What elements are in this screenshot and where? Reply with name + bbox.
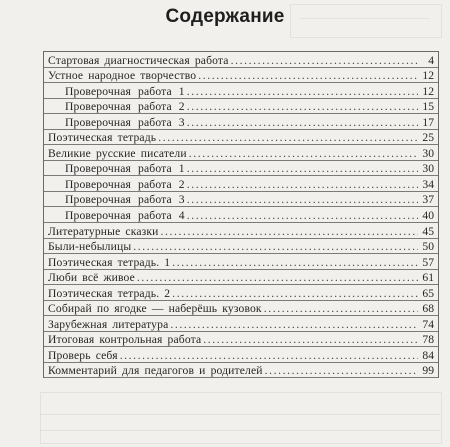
toc-entry [44, 363, 438, 379]
dot-leader [133, 240, 418, 253]
toc-page-number: 4 [428, 53, 434, 67]
toc-entry-title: Литературные сказки [48, 224, 159, 238]
dot-leader [187, 193, 418, 206]
dot-leader [137, 271, 418, 284]
dot-leader [187, 209, 418, 222]
toc-entry-title: Проверочная работа 2 [65, 177, 185, 191]
toc-entry-title: Проверь себя [48, 348, 118, 362]
toc-subentry [44, 192, 438, 208]
dot-leader [187, 85, 418, 98]
toc-page-number: 74 [422, 317, 434, 331]
toc-subentry [44, 207, 438, 223]
toc-entry-title: Собирай по ягодке — наберёшь кузовок [48, 302, 262, 316]
toc-page-number: 12 [422, 69, 434, 83]
toc-entry-title: Стартовая диагностическая работа [48, 53, 229, 67]
toc-page-number: 78 [422, 333, 434, 347]
toc-subentry [44, 114, 438, 130]
toc-page-number: 15 [422, 100, 434, 114]
toc-page-number: 30 [422, 162, 434, 176]
toc-subentry [44, 99, 438, 115]
dot-leader [172, 287, 418, 300]
dot-leader [265, 364, 418, 377]
toc-page-number: 68 [422, 302, 434, 316]
dot-leader [187, 178, 418, 191]
toc-page-number: 84 [422, 348, 434, 362]
toc-page-number: 34 [422, 177, 434, 191]
dot-leader [231, 54, 418, 67]
toc-entry-title: Поэтическая тетрадь. 2 [48, 286, 171, 300]
toc-entry [44, 347, 438, 363]
toc-page-number: 65 [422, 286, 434, 300]
toc-page-number: 50 [422, 240, 434, 254]
toc-page-number: 17 [422, 115, 434, 129]
toc-entry-title: Были-небылицы [48, 240, 132, 254]
dot-leader [160, 225, 418, 238]
dot-leader [198, 69, 418, 82]
toc-subentry [44, 161, 438, 177]
toc-page-number: 61 [422, 271, 434, 285]
dot-leader [187, 116, 418, 129]
toc-entry-title: Проверочная работа 1 [65, 84, 185, 98]
toc-entry [44, 52, 438, 68]
dot-leader [120, 349, 418, 362]
toc-entry [44, 316, 438, 332]
toc-entry [44, 145, 438, 161]
toc-entry-title: Зарубежная литература [48, 317, 169, 331]
toc-entry-title: Проверочная работа 1 [65, 162, 185, 176]
toc-entry-title: Устное народное творчество [48, 69, 197, 83]
toc-page-number: 25 [422, 131, 434, 145]
dot-leader [264, 302, 418, 315]
toc-page-number: 12 [422, 84, 434, 98]
toc-entry [44, 130, 438, 146]
toc-page-number: 99 [422, 364, 434, 378]
toc-page-number: 37 [422, 193, 434, 207]
toc-entry-title: Проверочная работа 4 [65, 209, 185, 223]
table-of-contents [43, 51, 439, 378]
toc-entry-title: Проверочная работа 2 [65, 100, 185, 114]
toc-page-number: 57 [422, 255, 434, 269]
dot-leader [187, 100, 418, 113]
dot-leader [172, 256, 418, 269]
toc-entry [44, 285, 438, 301]
toc-page-number: 30 [422, 146, 434, 160]
toc-entry-title: Итоговая контрольная работа [48, 333, 202, 347]
toc-page-number: 40 [422, 209, 434, 223]
toc-entry-title: Люби всё живое [48, 271, 135, 285]
toc-entry [44, 239, 438, 255]
toc-entry-title: Комментарий для педагогов и родителей [48, 364, 263, 378]
dot-leader [187, 162, 418, 175]
toc-entry [44, 68, 438, 84]
toc-entry [44, 270, 438, 286]
toc-entry [44, 332, 438, 348]
toc-entry [44, 301, 438, 317]
dot-leader [189, 147, 418, 160]
toc-entry-title: Проверочная работа 3 [65, 193, 185, 207]
dot-leader [170, 318, 418, 331]
toc-entry [44, 223, 438, 239]
toc-page-number: 45 [422, 224, 434, 238]
toc-entry [44, 254, 438, 270]
toc-subentry [44, 83, 438, 99]
page-title: Содержание [165, 6, 285, 27]
toc-entry-title: Великие русские писатели [48, 146, 187, 160]
toc-entry-title: Поэтическая тетрадь. 1 [48, 255, 171, 269]
dot-leader [158, 131, 418, 144]
toc-subentry [44, 176, 438, 192]
toc-entry-title: Поэтическая тетрадь [48, 131, 157, 145]
toc-entry-title: Проверочная работа 3 [65, 115, 185, 129]
dot-leader [203, 333, 418, 346]
